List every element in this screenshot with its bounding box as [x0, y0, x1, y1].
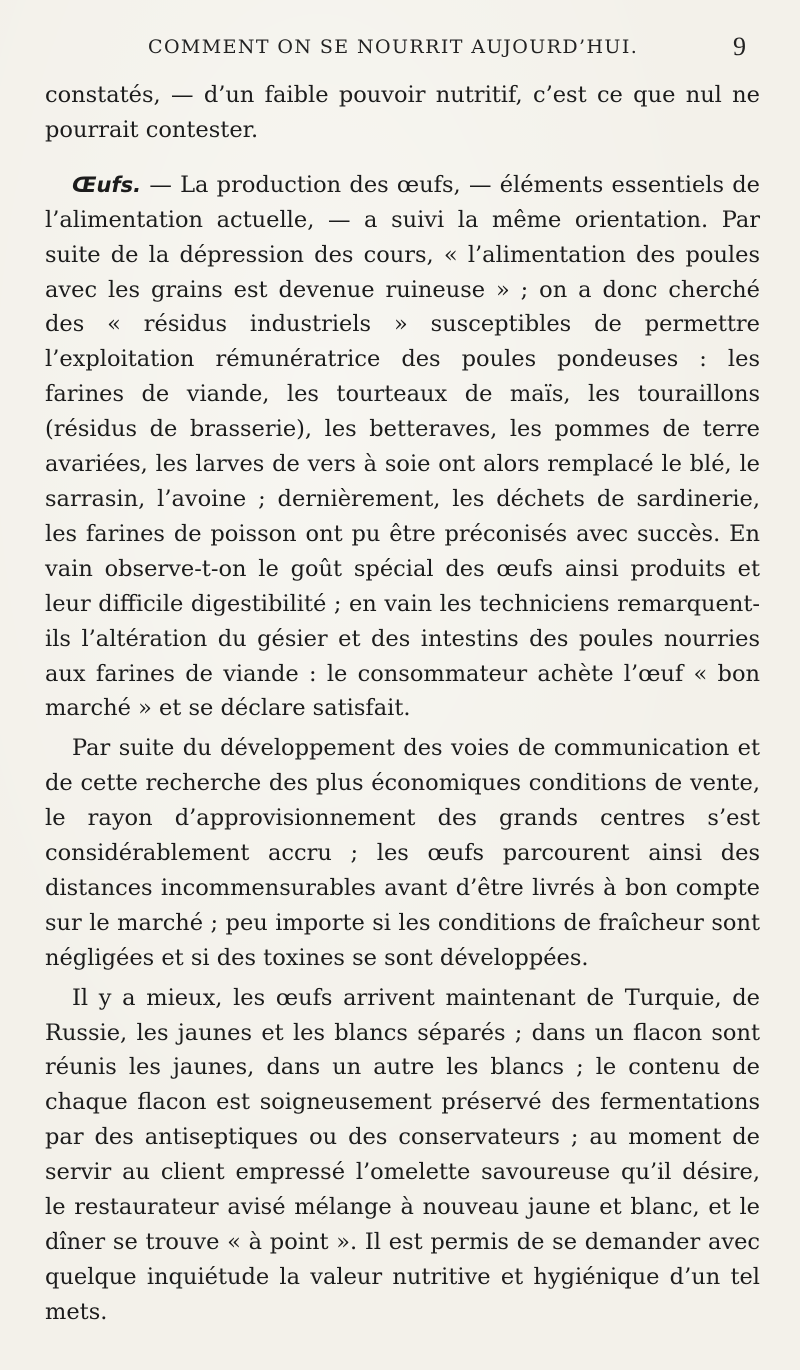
- paragraph-imports: Il y a mieux, les œufs arrivent maintenant de Turquie, de Russie, les jaunes et les blancs séparés ; dans un flacon sont réunis les jaunes, dans un autre les blancs ; le contenu de chaque flacon est soigneusement préservé des fermentations par des antiseptiques ou des conservateurs ; au moment de servir au client empressé l’omelette savoureuse qu’il désire, le restaurateur avisé mélange à nouveau jaune et blanc, et le dîner se trouve « à point ». Il est permis de se demander avec quelque inquiétude la valeur nutritive et hygiénique d’un tel mets.: [45, 984, 760, 1325]
- paragraph-continued: constatés, — d’un faible pouvoir nutritif, c’est ce que nul ne pourrait contester.: [45, 82, 760, 143]
- paragraph-oeufs-text: — La production des œufs, — éléments essentiels de l’alimentation actuelle, — a suivi la même orientation. Par suite de la dépression des cours, « l’alimentation des poules avec les grains est devenue ruineuse » ; on a donc cherché des « résidus industriels » susceptibles de permettre l’exploitation rémunératrice des poules pondeuses : les farines de viande, les tourteaux de maïs, les touraillons (résidus de brasserie), les betteraves, les pommes de terre avariées, les larves de vers à soie ont alors remplacé le blé, le sarrasin, l’avoine ; dernièrement, les déchets de sardinerie, les farines de poisson ont pu être préconisés avec succès. En vain observe-t-on le goût spécial des œufs ainsi produits et leur difficile digestibilité ; en vain les techniciens remarquent-ils l’altération du gésier et des intestins des poules nourries aux farines de viande : le consommateur achète l’œuf « bon marché » et se déclare satisfait.: [45, 171, 760, 722]
- page-body: [45, 78, 760, 1330]
- running-head: COMMENT ON SE NOURRIT AUJOURD’HUI.: [148, 36, 639, 58]
- paragraph-communication: Par suite du développement des voies de communication et de cette recherche des plus économiques conditions de vente, le rayon d’approvisionnement des grands centres s’est considérablement accru ; les œufs parcourent ainsi des distances incommensurables avant d’être livrés à bon compte sur le marché ; peu importe si les conditions de fraîcheur sont négligées et si des toxines se sont développées.: [45, 735, 760, 971]
- section-label-oeufs: Œufs.: [72, 172, 142, 197]
- paragraph-oeufs: [45, 168, 760, 727]
- page-number: 9: [733, 32, 746, 61]
